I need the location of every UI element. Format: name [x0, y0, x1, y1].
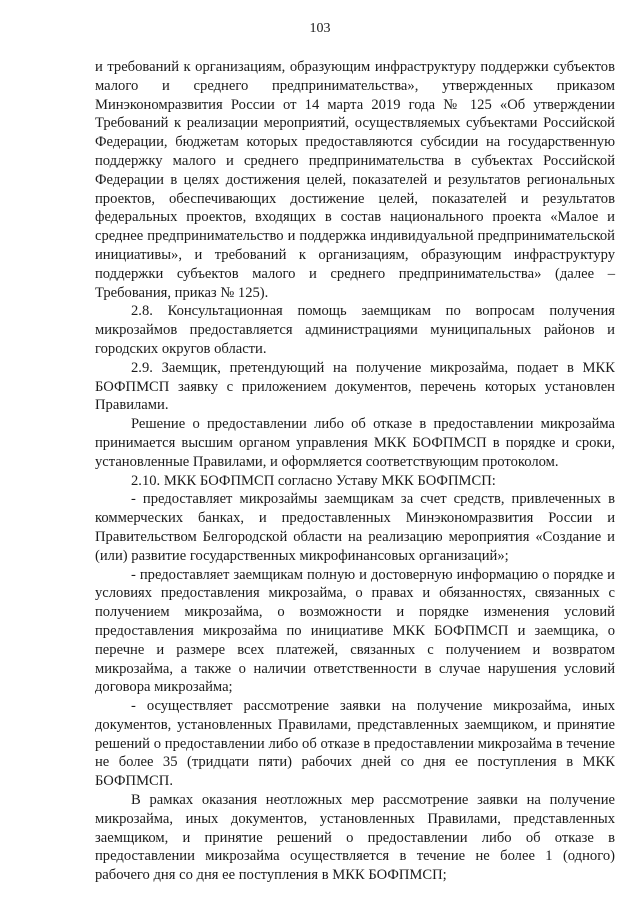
paragraph-urgent-measures: В рамках оказания неотложных мер рассмотрение заявки на получение микрозайма, иных документов, установленных Правилами, представленных заемщиком, и принятие решений о предоставлении либо об отказе в предоставлении микрозайма осуществляется в течение не более 1 (одного) рабочего дня со дня ее поступления в МКК БОФПМСП; — [95, 792, 615, 884]
paragraph-2-8: 2.8. Консультационная помощь заемщикам по вопросам получения микрозаймов предоставляется администрациями муниципальных районов и городских округов области. — [95, 303, 615, 357]
list-item-provides-microloans: - предоставляет микрозаймы заемщикам за счет средств, привлеченных в коммерческих банках, и предоставленных Минэкономразвития России и Правительством Белгородской области на реализацию мероприятия «Создание и (или) развитие государственных микрофинансовых организаций»; — [95, 491, 615, 564]
paragraph-2-10: 2.10. МКК БОФПМСП согласно Уставу МКК БОФПМСП: — [131, 472, 496, 489]
document-body — [95, 58, 615, 885]
list-item-provides-information: - предоставляет заемщикам полную и достоверную информацию о порядке и условиях предоставления микрозайма, о правах и обязанностях, связанных с получением микрозайма, о возможности и порядке изменения условий предоставления микрозайма по инициативе МКК БОФПМСП и заемщика, о перечне и размере всех платежей, связанных с получением и возвратом микрозайма, а также о наличии ответственности в случае нарушения условий договора микрозайма; — [95, 566, 615, 696]
paragraph-2-9: 2.9. Заемщик, претендующий на получение микрозайма, подает в МКК БОФПМСП заявку с приложением документов, перечень которых установлен Правилами. — [95, 359, 615, 414]
paragraph-decision: Решение о предоставлении либо об отказе в предоставлении микрозайма принимается высшим органом управления МКК БОФПМСП в порядке и сроки, установленные Правилами, и оформляется соответствующим протоколом. — [95, 416, 615, 470]
list-item-reviews-application: - осуществляет рассмотрение заявки на получение микрозайма, иных документов, установленных Правилами, представленных заемщиком, и принятие решений о предоставлении либо об отказе в предоставлении микрозайма в течение не более 35 (тридцати пяти) рабочих дней со дня ее поступления в МКК БОФПМСП. — [95, 698, 615, 790]
page-number: 103 — [309, 21, 331, 36]
paragraph-continuation: и требований к организациям, образующим инфраструктуру поддержки субъектов малого и среднего предпринимательства», утвержденных приказом Минэкономразвития России от 14 марта 2019 года № 125 «Об утверждении Требований к реализации мероприятий, осуществляемых субъектами Российской Федерации, бюджетам которых предоставляются субсидии на государственную поддержку малого и среднего предпринимательства в субъектах Российской Федерации в целях достижения целей, показателей и результатов региональных проектов, обеспечивающих достижение целей, показателей и результатов федеральных проектов, входящих в состав национального проекта «Малое и среднее предпринимательство и поддержка индивидуальной предпринимательской инициативы», и требований к организациям, образующим инфраструктуру поддержки субъектов малого и среднего предпринимательства» (далее – Требования, приказ № 125). — [95, 59, 615, 301]
